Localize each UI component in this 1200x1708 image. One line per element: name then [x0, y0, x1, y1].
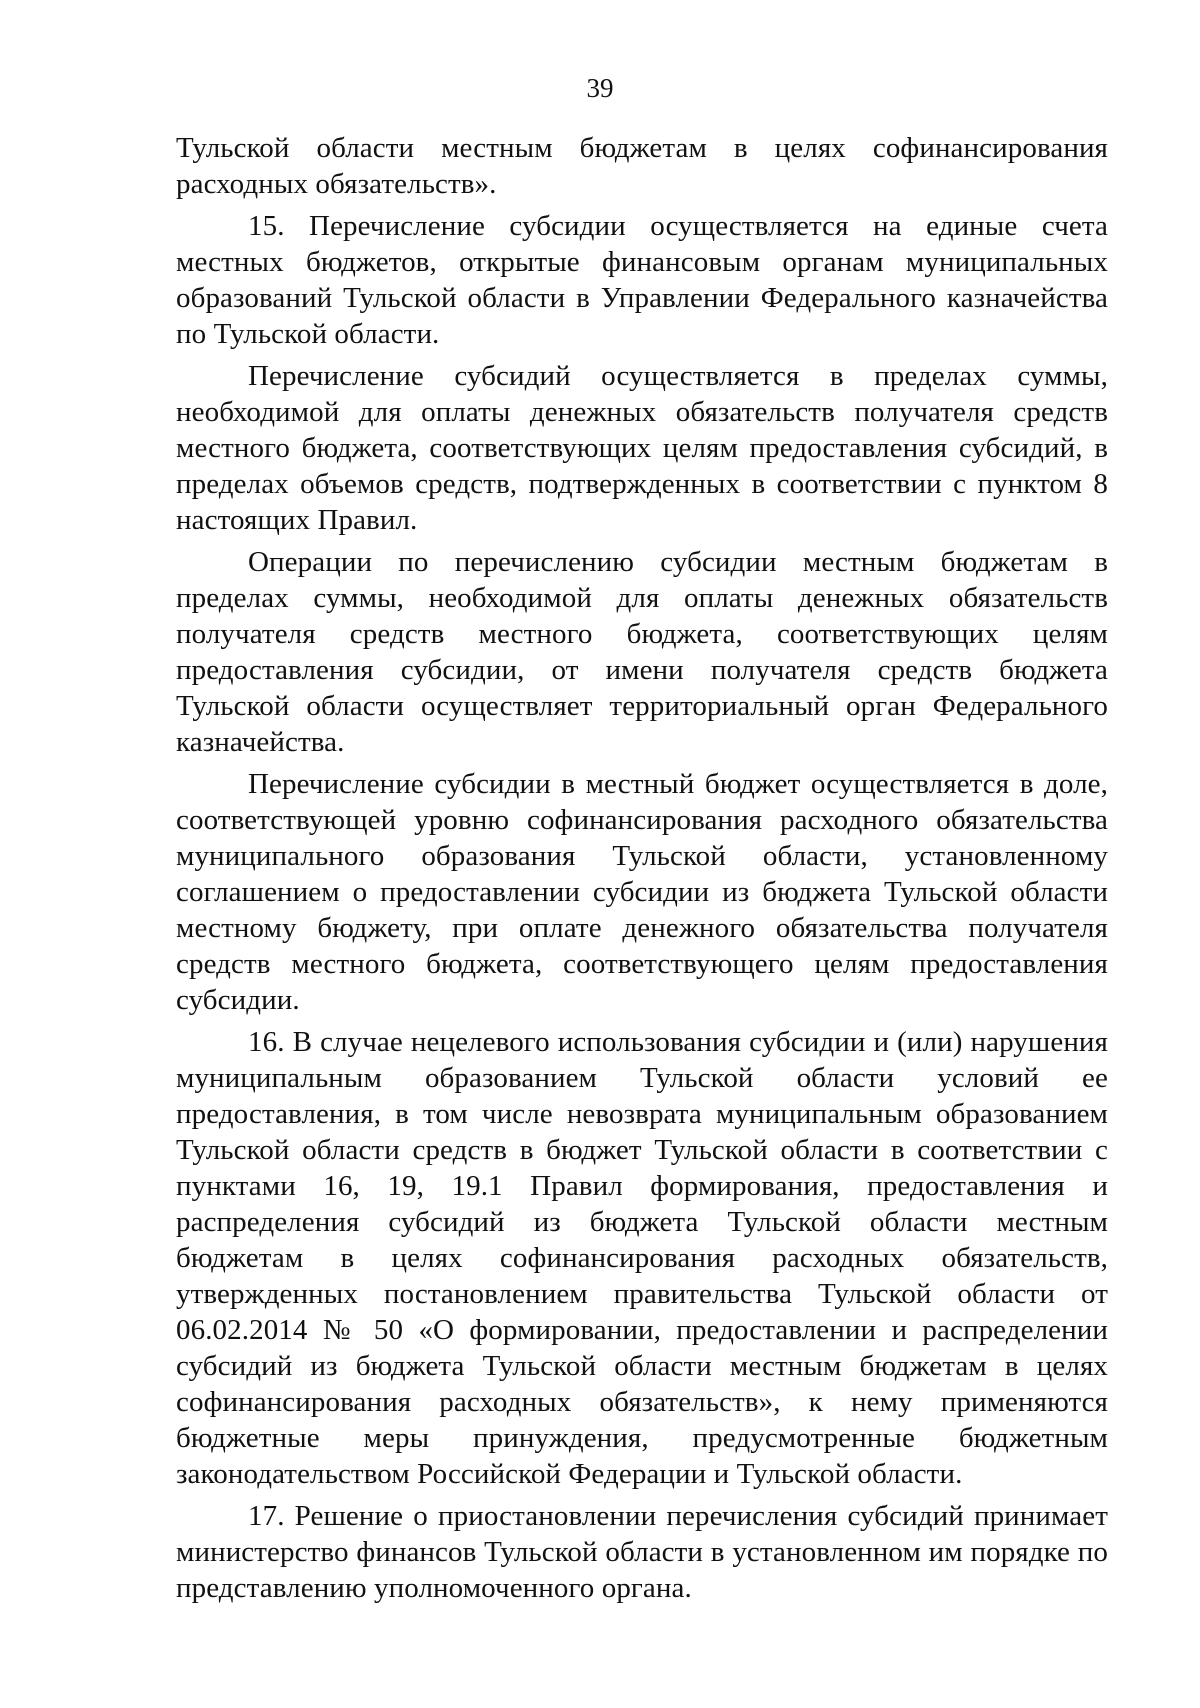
paragraph-item-16: 16. В случае нецелевого использования субсидии и (или) нарушения муниципальным образованием Тульской области условий ее предоставления, в том числе невозврата муниципальным образованием Тульской области средств в бюджет Тульской области в соответствии с пунктами 16, 19, 19.1 Правил формирования, предоставления и распределения субсидий из бюджета Тульской области местным бюджетам в целях софинансирования расходных обязательств, утвержденных постановлением правительства Тульской области от 06.02.2014 № 50 «О формировании, предоставлении и распределении субсидий из бюджета Тульской области местным бюджетам в целях софинансирования расходных обязательств», к нему применяются бюджетные меры принуждения, предусмотренные бюджетным законодательством Российской Федерации и Тульской области. [176, 1026, 1108, 1490]
paragraph-item-15: 15. Перечисление субсидии осуществляется на единые счета местных бюджетов, открытые финансовым органам муниципальных образований Тульской области в Управлении Федерального казначейства по Тульской области. [176, 210, 1108, 350]
paragraph-transfer-limits: Перечисление субсидий осуществляется в пределах суммы, необходимой для оплаты денежных обязательств получателя средств местного бюджета, соответствующих целям предоставления субсидий, в пределах объемов средств, подтвержденных в соответствии с пунктом 8 настоящих Правил. [176, 360, 1108, 536]
page-number: 39 [586, 73, 614, 103]
paragraph-cofinancing-share: Перечисление субсидии в местный бюджет осуществляется в доле, соответствующей уровню софинансирования расходного обязательства муниципального образования Тульской области, установленному соглашением о предоставлении субсидии из бюджета Тульской области местному бюджету, при оплате денежного обязательства получателя средств местного бюджета, соответствующего целям предоставления субсидии. [176, 768, 1108, 1016]
paragraph-transfer-operations: Операции по перечислению субсидии местным бюджетам в пределах суммы, необходимой для оплаты денежных обязательств получателя средств местного бюджета, соответствующих целям предоставления субсидии, от имени получателя средств бюджета Тульской области осуществляет территориальный орган Федерального казначейства. [176, 546, 1108, 758]
paragraph-item-17: 17. Решение о приостановлении перечисления субсидий принимает министерство финансов Тульской области в установленном им порядке по представлению уполномоченного органа. [176, 1500, 1108, 1604]
paragraph-continuation: Тульской области местным бюджетам в целях софинансирования расходных обязательств». [176, 132, 1108, 200]
document-body [176, 130, 1108, 1612]
